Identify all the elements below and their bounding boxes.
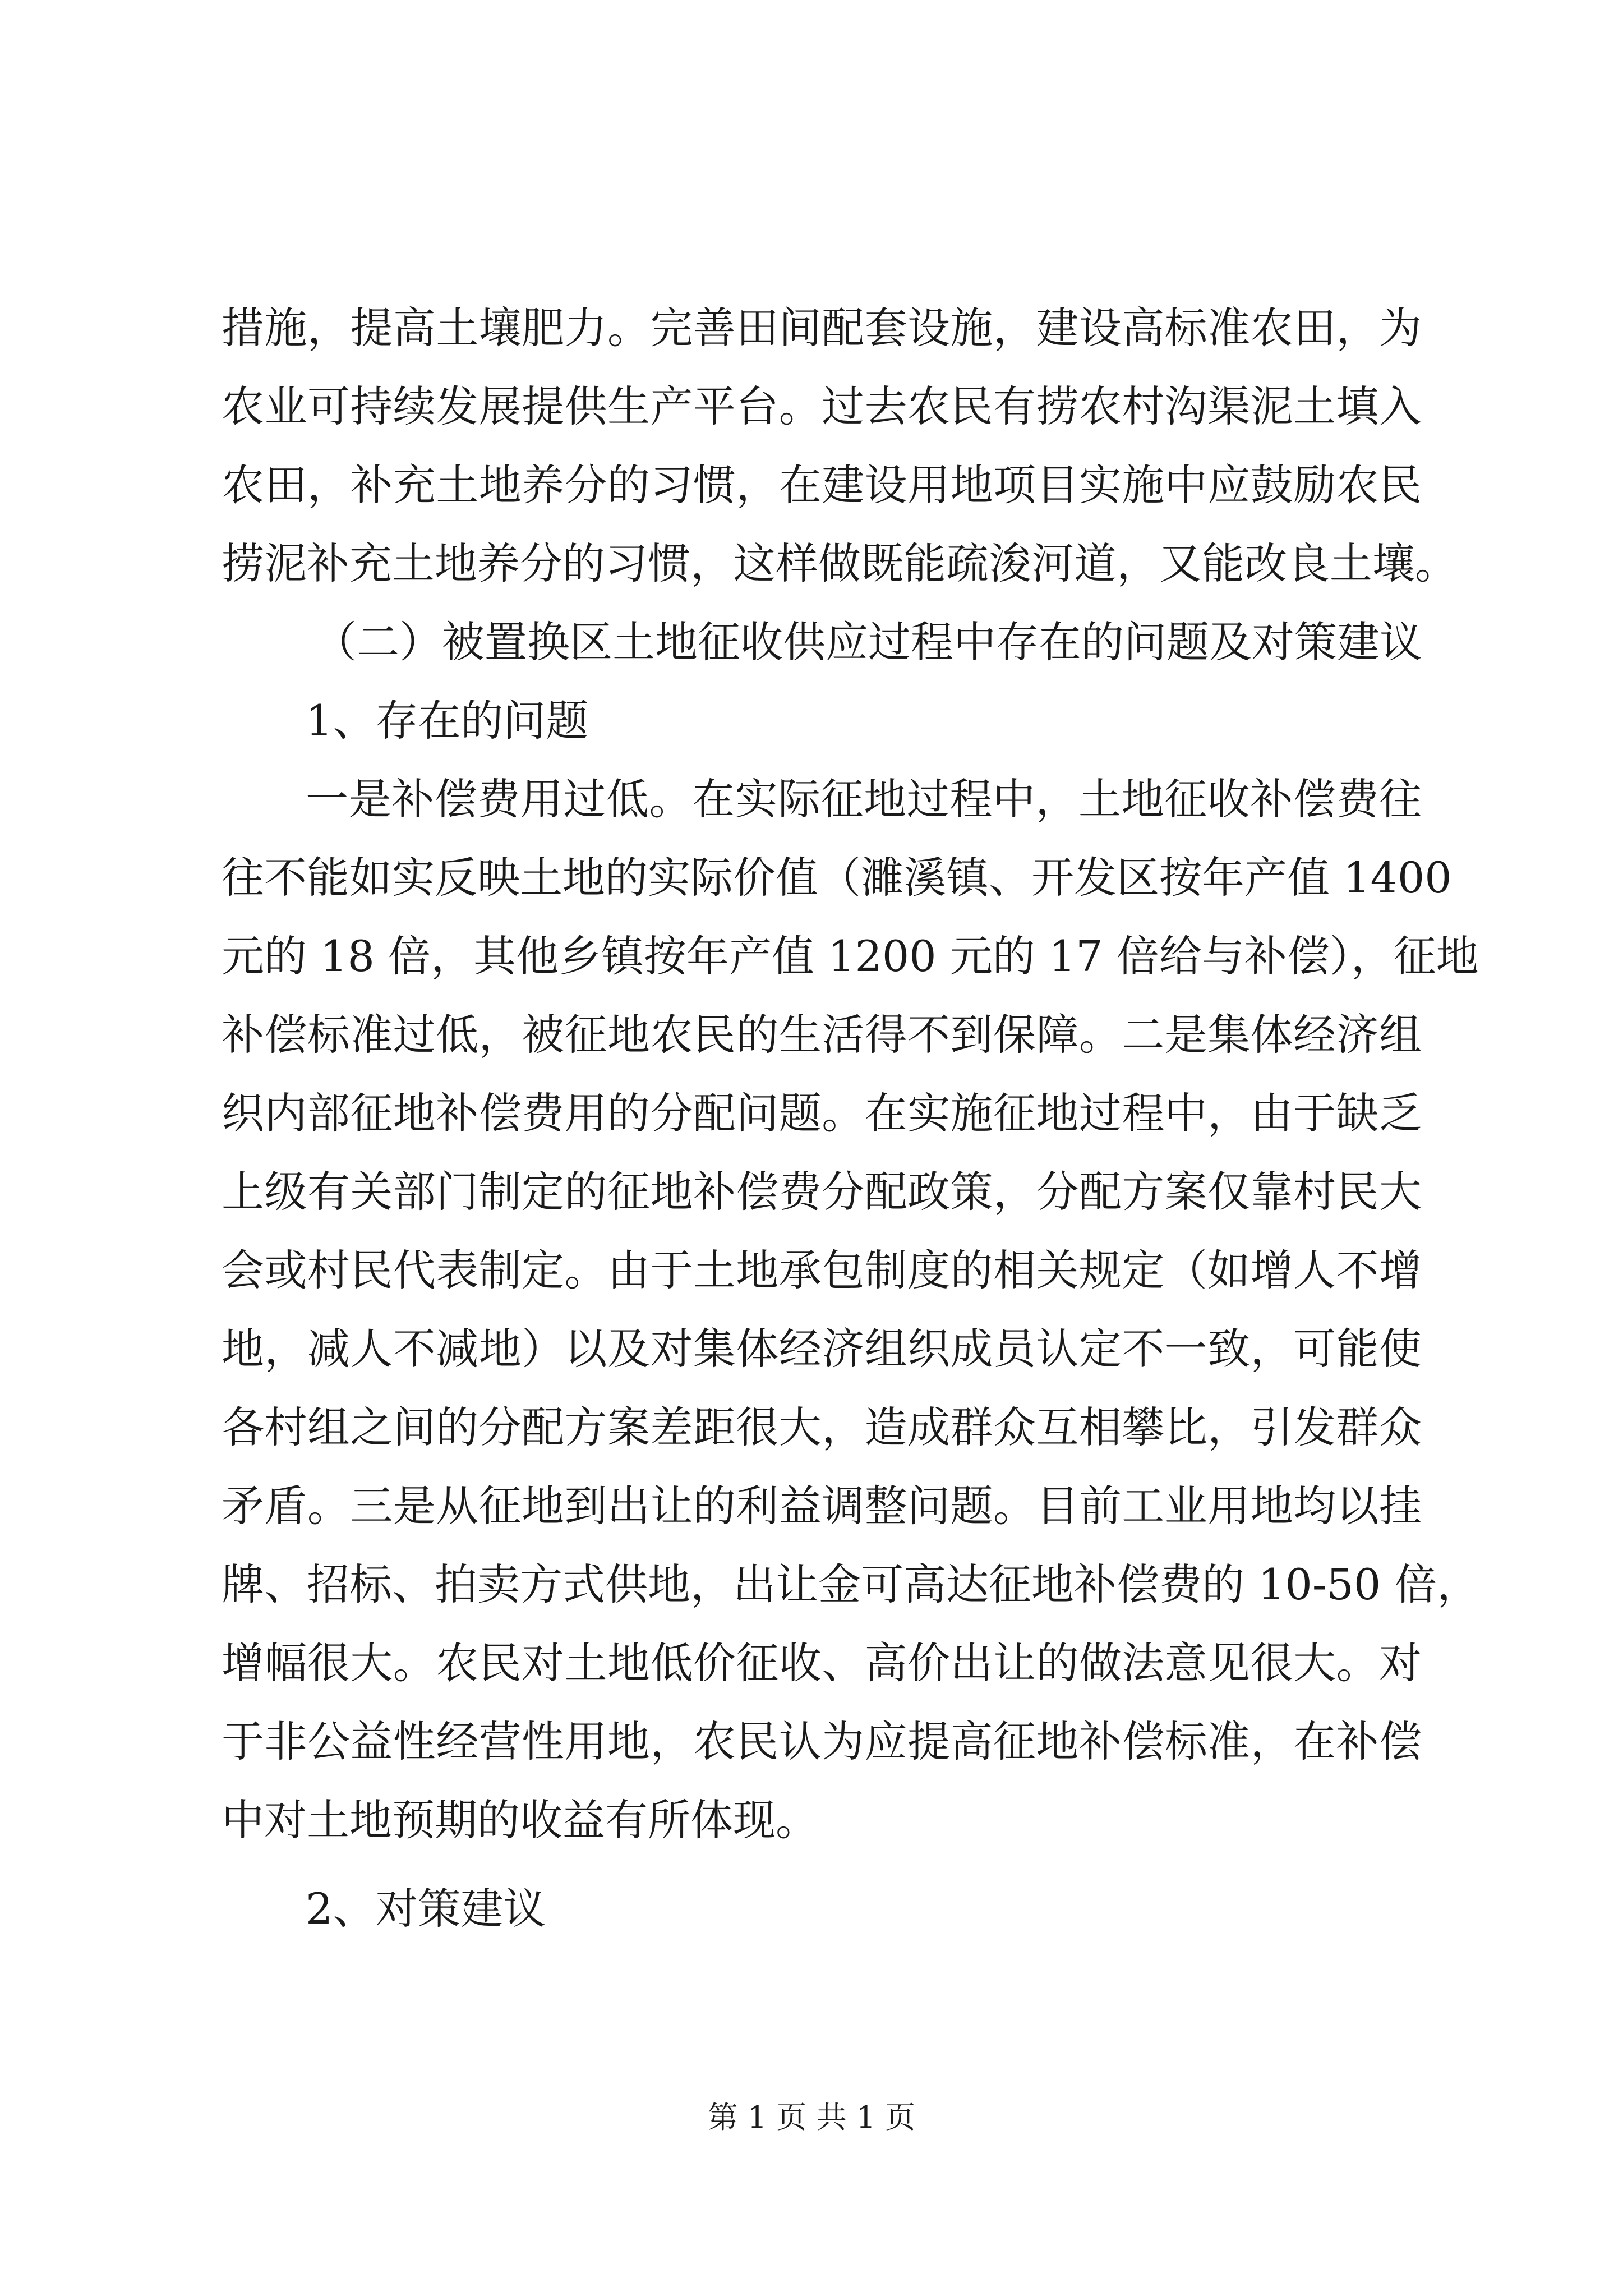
document-body xyxy=(222,289,1480,1948)
paragraph-line: 捞泥补充土地养分的习惯，这样做既能疏浚河道，又能改良土壤。 xyxy=(222,539,1458,588)
paragraph-line: 织内部征地补偿费用的分配问题。在实施征地过程中，由于缺乏 xyxy=(222,1088,1422,1138)
paragraph-line: 中对土地预期的收益有所体现。 xyxy=(222,1795,818,1845)
paragraph-gap xyxy=(222,1860,1422,1870)
paragraph-line: 矛盾。三是从征地到出让的利益调整问题。目前工业用地均以挂 xyxy=(222,1481,1422,1531)
paragraph-line: 上级有关部门制定的征地补偿费分配政策，分配方案仅靠村民大 xyxy=(222,1167,1422,1217)
paragraph-line: 措施，提高土壤肥力。完善田间配套设施，建设高标准农田，为 xyxy=(222,303,1422,353)
paragraph-line: 农田，补充土地养分的习惯，在建设用地项目实施中应鼓励农民 xyxy=(222,460,1422,510)
paragraph-line: 牌、招标、拍卖方式供地，出让金可高达征地补偿费的 10-50 倍， xyxy=(222,1559,1480,1609)
paragraph-line: 一是补偿费用过低。在实际征地过程中，土地征收补偿费往 xyxy=(306,774,1422,824)
paragraph-line: 各村组之间的分配方案差距很大，造成群众互相攀比，引发群众 xyxy=(222,1402,1422,1452)
paragraph-line: 往不能如实反映土地的实际价值（濉溪镇、开发区按年产值 1400 xyxy=(222,853,1452,903)
section-heading: （二）被置换区土地征收供应过程中存在的问题及对策建议 xyxy=(314,617,1422,667)
paragraph-line: 农业可持续发展提供生产平台。过去农民有捞农村沟渠泥土填入 xyxy=(222,381,1422,431)
page-footer: 第 1 页 共 1 页 xyxy=(707,2100,916,2135)
paragraph-line: 于非公益性经营性用地，农民认为应提高征地补偿标准，在补偿 xyxy=(222,1717,1422,1766)
paragraph-line: 地，减人不减地）以及对集体经济组织成员认定不一致，可能使 xyxy=(222,1324,1422,1374)
paragraph-line: 补偿标准过低，被征地农民的生活得不到保障。二是集体经济组 xyxy=(222,1010,1422,1060)
paragraph-line: 增幅很大。农民对土地低价征收、高价出让的做法意见很大。对 xyxy=(222,1638,1422,1688)
subsection-heading: 1、存在的问题 xyxy=(306,696,589,746)
paragraph-line: 元的 18 倍，其他乡镇按年产值 1200 元的 17 倍给与补偿），征地 xyxy=(222,931,1479,981)
paragraph-line: 会或村民代表制定。由于土地承包制度的相关规定（如增人不增 xyxy=(222,1245,1422,1295)
subsection-heading: 2、对策建议 xyxy=(306,1884,546,1934)
